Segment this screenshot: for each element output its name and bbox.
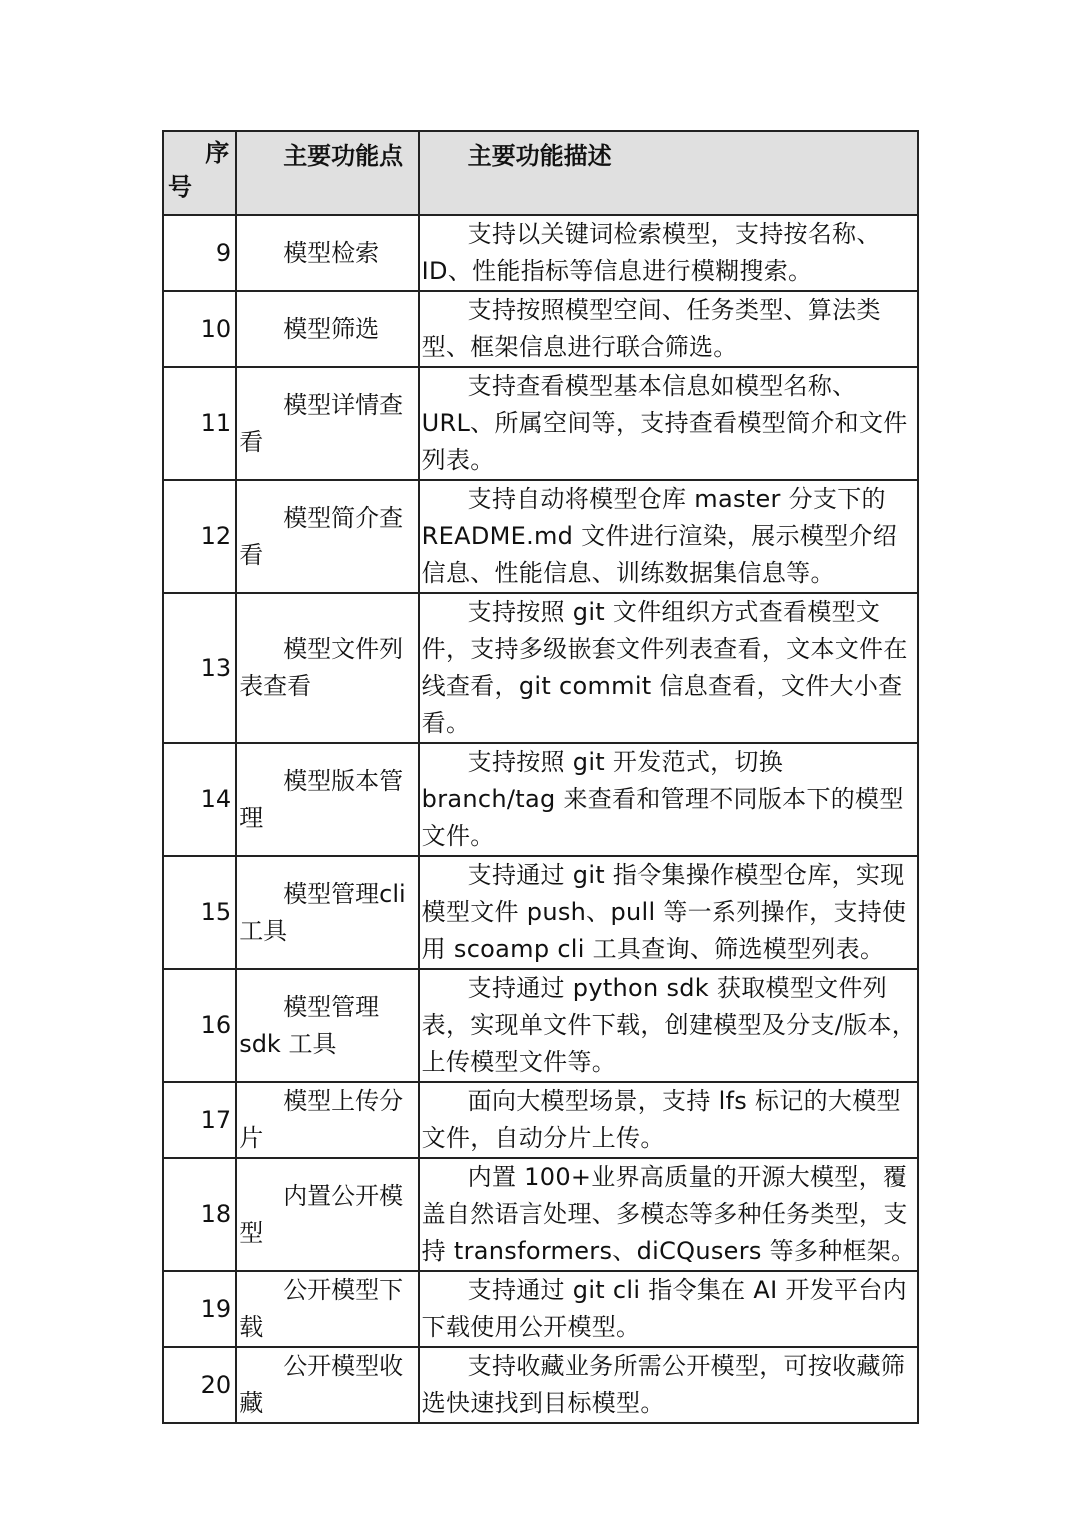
- table-row: [163, 1271, 918, 1347]
- table-row: [163, 593, 918, 743]
- header-no-line1: 序: [205, 139, 230, 167]
- row-no: 18: [163, 1158, 236, 1271]
- table-row: [163, 1158, 918, 1271]
- row-description: 支持收藏业务所需公开模型，可按收藏筛选快速找到目标模型。: [419, 1347, 918, 1423]
- row-function: 模型检索: [236, 215, 418, 291]
- row-function: 模型文件列表查看: [236, 593, 418, 743]
- header-no: [163, 131, 236, 215]
- table-row: [163, 367, 918, 480]
- table-row: [163, 1347, 918, 1423]
- row-function: 模型详情查看: [236, 367, 418, 480]
- row-description: 支持通过 python sdk 获取模型文件列表，实现单文件下载，创建模型及分支/版本，上传模型文件等。: [419, 969, 918, 1082]
- row-function: 模型管理 sdk 工具: [236, 969, 418, 1082]
- row-function: 模型上传分片: [236, 1082, 418, 1158]
- table-row: [163, 480, 918, 593]
- row-no: 12: [163, 480, 236, 593]
- table-row: [163, 743, 918, 856]
- row-no: 13: [163, 593, 236, 743]
- row-function: 内置公开模型: [236, 1158, 418, 1271]
- row-function: 模型简介查看: [236, 480, 418, 593]
- row-description: 支持自动将模型仓库 master 分支下的README.md 文件进行渲染，展示模型介绍信息、性能信息、训练数据集信息等。: [419, 480, 918, 593]
- row-no: 11: [163, 367, 236, 480]
- row-description: 支持通过 git 指令集操作模型仓库，实现模型文件 push、pull 等一系列操作，支持使用 scoamp cli 工具查询、筛选模型列表。: [419, 856, 918, 969]
- header-function: 主要功能点: [236, 131, 418, 215]
- row-no: 19: [163, 1271, 236, 1347]
- header-description: 主要功能描述: [419, 131, 918, 215]
- function-table: [162, 130, 919, 1424]
- row-no: 15: [163, 856, 236, 969]
- row-description: 支持通过 git cli 指令集在 AI 开发平台内下载使用公开模型。: [419, 1271, 918, 1347]
- row-description: 支持按照 git 开发范式，切换 branch/tag 来查看和管理不同版本下的模型文件。: [419, 743, 918, 856]
- row-description: 支持按照 git 文件组织方式查看模型文件，支持多级嵌套文件列表查看，文本文件在线查看，git commit 信息查看，文件大小查看。: [419, 593, 918, 743]
- row-no: 14: [163, 743, 236, 856]
- row-no: 16: [163, 969, 236, 1082]
- row-description: 内置 100+业界高质量的开源大模型，覆盖自然语言处理、多模态等多种任务类型，支持 transformers、diCQusers 等多种框架。: [419, 1158, 918, 1271]
- row-function: 公开模型收藏: [236, 1347, 418, 1423]
- row-description: 支持以关键词检索模型，支持按名称、ID、性能指标等信息进行模糊搜索。: [419, 215, 918, 291]
- table-row: [163, 1082, 918, 1158]
- row-no: 9: [163, 215, 236, 291]
- header-no-line2: 号: [168, 173, 192, 201]
- row-no: 20: [163, 1347, 236, 1423]
- row-function: 模型筛选: [236, 291, 418, 367]
- table-header-row: [163, 131, 918, 215]
- row-description: 支持按照模型空间、任务类型、算法类型、框架信息进行联合筛选。: [419, 291, 918, 367]
- row-no: 10: [163, 291, 236, 367]
- table-row: [163, 215, 918, 291]
- table-row: [163, 291, 918, 367]
- row-no: 17: [163, 1082, 236, 1158]
- table-row: [163, 856, 918, 969]
- row-function: 模型管理cli 工具: [236, 856, 418, 969]
- row-description: 面向大模型场景，支持 lfs 标记的大模型文件，自动分片上传。: [419, 1082, 918, 1158]
- row-description: 支持查看模型基本信息如模型名称、URL、所属空间等，支持查看模型简介和文件列表。: [419, 367, 918, 480]
- row-function: 模型版本管理: [236, 743, 418, 856]
- table-row: [163, 969, 918, 1082]
- row-function: 公开模型下载: [236, 1271, 418, 1347]
